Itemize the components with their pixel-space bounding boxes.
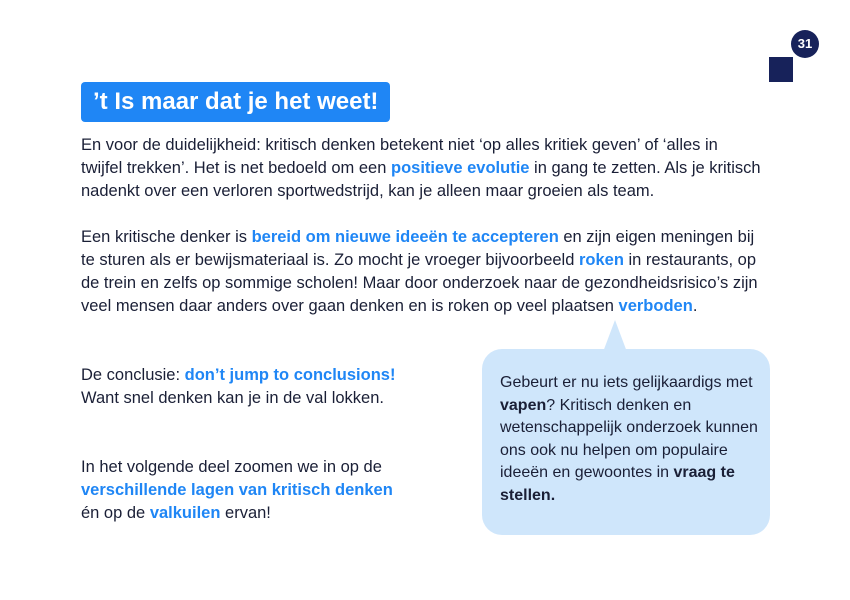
text-segment: ervan! <box>220 504 271 522</box>
paragraph <box>81 226 761 318</box>
text-segment: En voor de duidelijkheid: kritisch denken betekent niet ‘op alles kritiek geven’ of ‘alles in twijfel trekken’. Het is net bedoeld om een <box>81 136 718 177</box>
highlight-segment: bereid om nieuwe ideeën te accepteren <box>251 228 559 246</box>
text-segment: in gang te zetten. Als je kritisch nadenkt over een verloren sportwedstrijd, kan je alleen maar groeien als team. <box>81 159 761 200</box>
text-segment: . <box>692 297 698 315</box>
page-number: 31 <box>791 30 819 58</box>
paragraph <box>81 134 761 203</box>
highlight-segment: verboden <box>618 297 693 315</box>
text-segment: Een kritische denker is <box>81 228 252 246</box>
speech-bubble-tail <box>603 320 627 352</box>
highlight-segment: valkuilen <box>149 504 221 522</box>
text-segment: Want snel denken kan je in de val lokken. <box>81 389 384 407</box>
text-segment: De conclusie: <box>81 366 185 384</box>
text-segment: én op de <box>81 504 146 522</box>
page-badge-square <box>769 57 793 82</box>
text-segment: Gebeurt er nu iets gelijkaardigs met <box>500 374 753 391</box>
highlight-segment: verschillende lagen van kritisch denken <box>81 481 393 499</box>
speech-bubble-text <box>500 372 760 507</box>
bold-segment: vapen <box>500 396 547 414</box>
page-title: ’t Is maar dat je het weet! <box>81 82 390 122</box>
highlight-segment: roken <box>578 251 624 269</box>
text-segment: en zijn eigen meningen bij te sturen als er bewijsmateriaal is. Zo mocht je vroeger bijvoorbeeld <box>81 228 755 269</box>
highlight-segment: positieve evolutie <box>391 159 530 177</box>
text-segment: ? Kritisch denken en wetenschappelijk onderzoek kunnen ons ook nu helpen om populaire ideeën en gewoontes in <box>500 396 758 481</box>
text-segment: in restaurants, op de trein en zelfs op sommige scholen! Maar door onderzoek naar de gezondheidsrisico’s zijn veel mensen daar anders over gaan denken en is roken op veel plaatsen <box>81 251 758 315</box>
page-number-badge <box>769 30 819 82</box>
text-segment: In het volgende deel zoomen we in op de <box>81 458 382 476</box>
highlight-segment: don’t jump to conclusions! <box>184 366 396 384</box>
bold-segment: vraag te stellen. <box>500 464 735 504</box>
